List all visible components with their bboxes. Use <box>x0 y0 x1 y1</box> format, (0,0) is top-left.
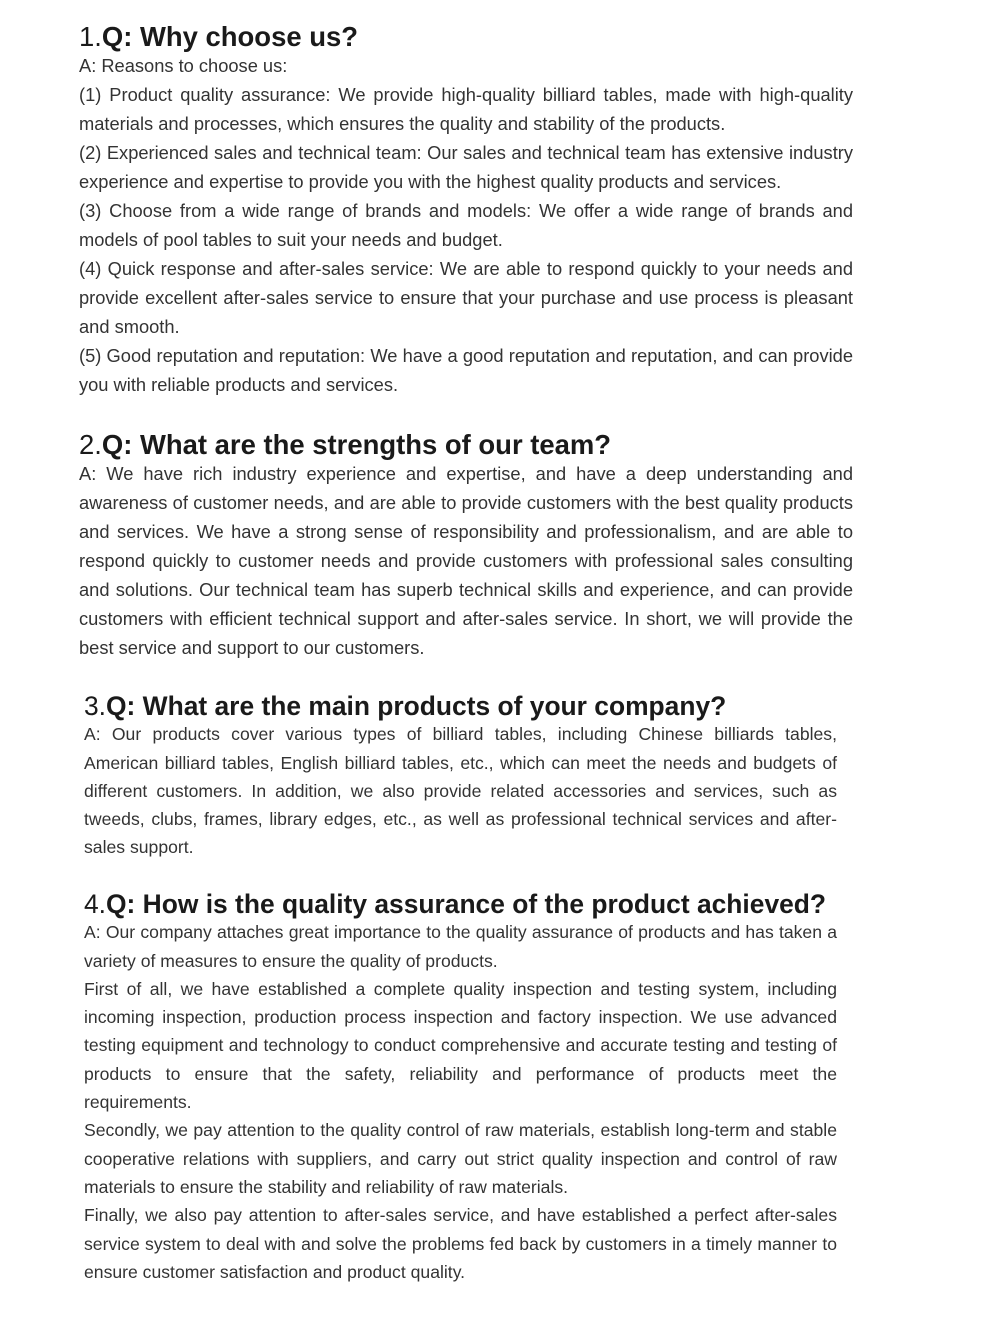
faq-answer-paragraph: Secondly, we pay attention to the quality control of raw materials, establish long-term and stable cooperative relations with suppliers, and carry out strict quality inspection and control of raw materials to ensure the stability and reliability of raw materials. <box>84 1120 837 1197</box>
faq-section-4 <box>84 890 837 1286</box>
faq-answer-paragraph: (2) Experienced sales and technical team: Our sales and technical team has extensive industry experience and expertise to provide you with the highest quality products and services. <box>79 142 853 192</box>
faq-answer-paragraph: A: Our products cover various types of billiard tables, including Chinese billiards tables, American billiard tables, English billiard tables, etc., which can meet the needs and budgets of different customers. In addition, we also provide related accessories and services, such as tweeds, clubs, frames, library edges, etc., as well as professional technical services and after-sales support. <box>84 724 837 858</box>
faq-answer-paragraph: A: Reasons to choose us: <box>79 55 288 76</box>
faq-answer-paragraph: (4) Quick response and after-sales service: We are able to respond quickly to your needs and provide excellent after-sales service to ensure that your purchase and use process is pleasant and smooth. <box>79 258 853 337</box>
faq-question-text: Q: Why choose us? <box>101 21 358 52</box>
faq-question <box>79 430 853 459</box>
faq-number: 1. <box>79 21 102 52</box>
faq-number: 4. <box>84 889 107 919</box>
faq-answer-paragraph: (5) Good reputation and reputation: We have a good reputation and reputation, and can provide you with reliable products and services. <box>79 345 853 395</box>
faq-section-1 <box>79 22 853 399</box>
faq-answer-paragraph: A: We have rich industry experience and expertise, and have a deep understanding and awareness of customer needs, and are able to provide customers with the best quality products and services. We have a strong sense of responsibility and professionalism, and are able to respond quickly to customer needs and provide customers with professional sales consulting and solutions. Our technical team has superb technical skills and experience, and can provide customers with efficient technical support and after-sales service. In short, we will provide the best service and support to our customers. <box>79 463 853 658</box>
faq-number: 3. <box>84 691 107 721</box>
faq-number: 2. <box>79 429 102 460</box>
faq-section-3 <box>84 692 837 862</box>
faq-section-2 <box>79 430 853 662</box>
faq-answer-paragraph: First of all, we have established a complete quality inspection and testing system, including incoming inspection, production process inspection and factory inspection. We use advanced testing equipment and technology to conduct comprehensive and accurate testing and testing of products to ensure that the safety, reliability and performance of products meet the requirements. <box>84 978 837 1113</box>
faq-question-text: Q: How is the quality assurance of the product achieved? <box>106 889 827 919</box>
faq-answer-paragraph: Finally, we also pay attention to after-sales service, and have established a perfect after-sales service system to deal with and solve the problems fed back by customers in a timely manner to ensure customer satisfaction and product quality. <box>84 1205 837 1282</box>
faq-question <box>79 22 853 51</box>
faq-question-text: Q: What are the main products of your company? <box>106 691 727 721</box>
faq-answer-paragraph: (3) Choose from a wide range of brands and models: We offer a wide range of brands and models of pool tables to suit your needs and budget. <box>79 200 853 250</box>
faq-question <box>84 890 837 918</box>
faq-answer-paragraph: (1) Product quality assurance: We provide high-quality billiard tables, made with high-quality materials and processes, which ensures the quality and stability of the products. <box>79 84 853 134</box>
faq-answer-paragraph: A: Our company attaches great importance to the quality assurance of products and has taken a variety of measures to ensure the quality of products. <box>84 922 837 971</box>
faq-question <box>84 692 837 720</box>
faq-question-text: Q: What are the strengths of our team? <box>101 429 612 460</box>
